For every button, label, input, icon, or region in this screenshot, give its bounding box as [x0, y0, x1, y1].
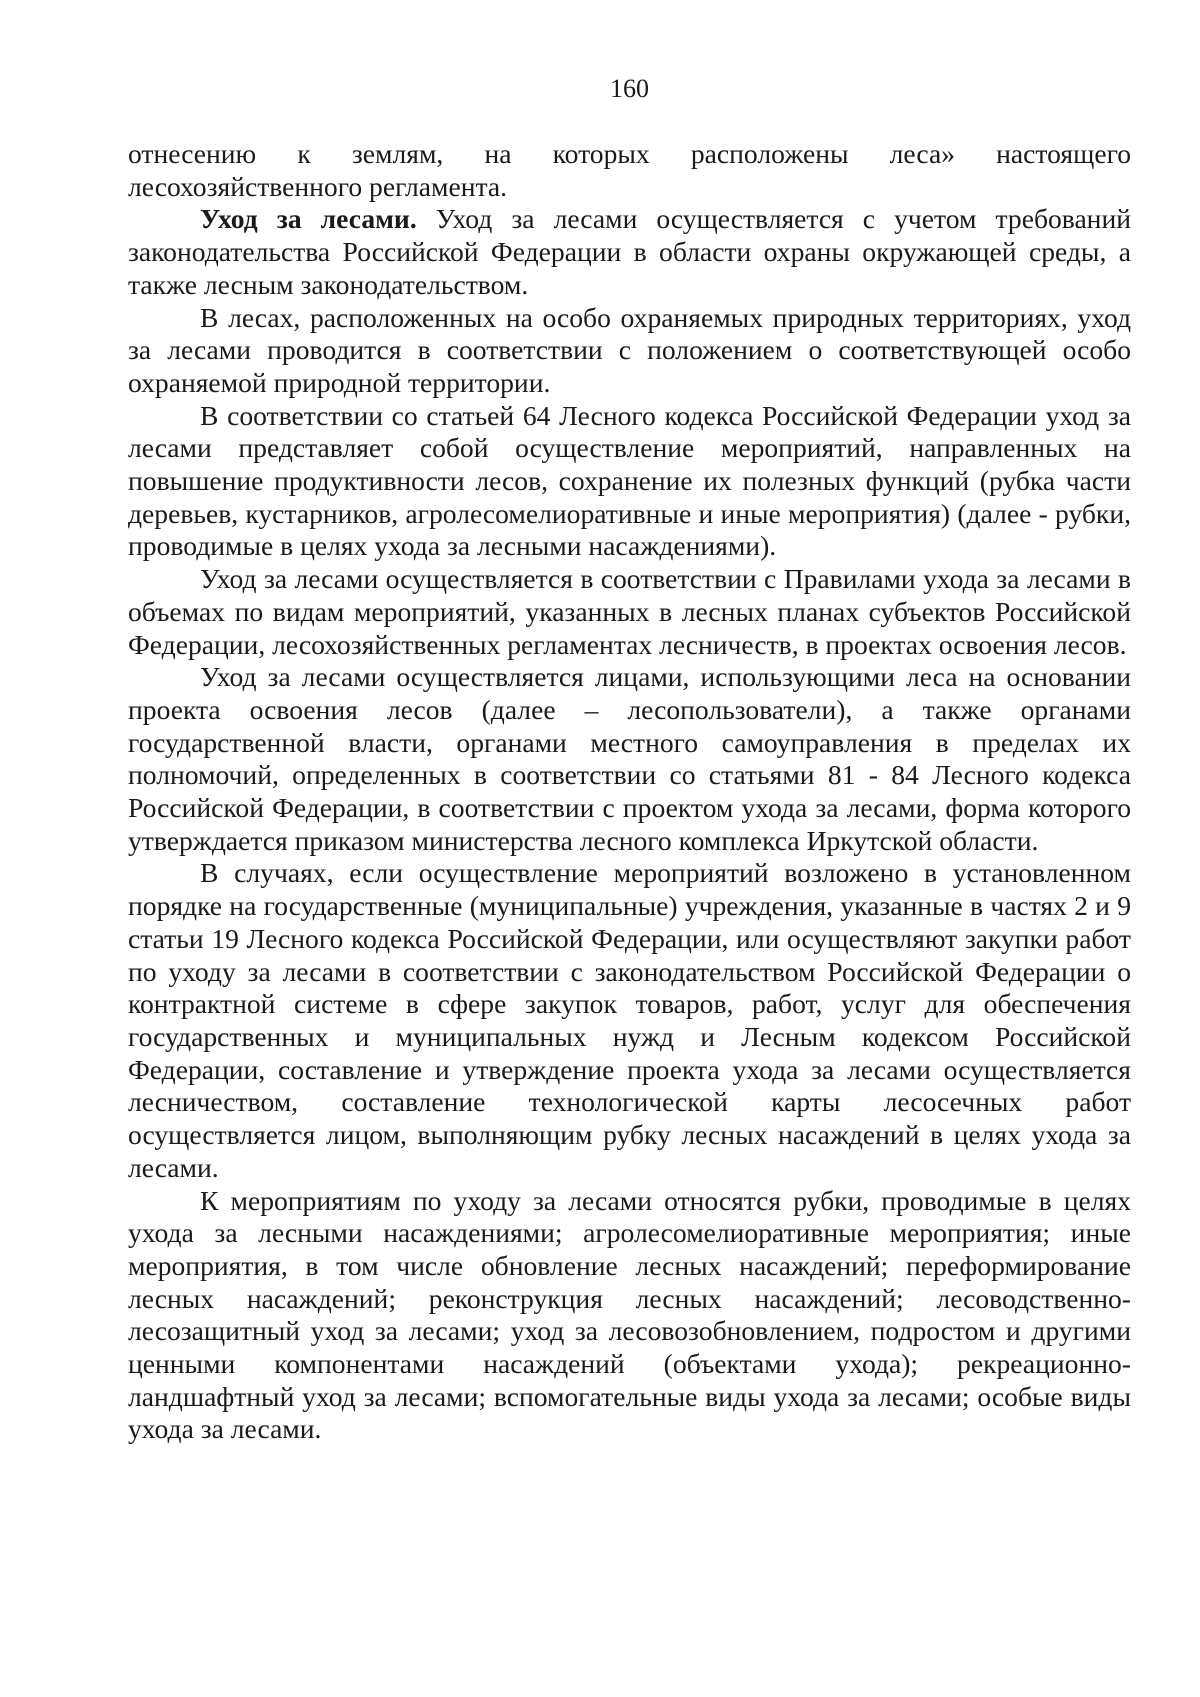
paragraph-text: Уход за лесами осуществляется в соответствии с Правилами ухода за лесами в объемах по видам мероприятий, указанных в лесных планах субъектов Российской Федерации, лесохозяйственных регламентах лесничеств, в проектах освоения лесов.: [128, 563, 1131, 660]
paragraph-text: Уход за лесами осуществляется с учетом требований законодательства Российской Федерации в области охраны окружающей среды, а также лесным законодательством.: [128, 203, 1131, 300]
paragraph-forest-care-heading: [128, 203, 1131, 301]
paragraph: [128, 563, 1131, 661]
paragraph: [128, 302, 1131, 400]
paragraph-continuation: [128, 138, 1131, 203]
paragraph: [128, 661, 1131, 857]
section-heading: Уход за лесами.: [200, 203, 417, 235]
document-body: [128, 138, 1131, 1446]
paragraph-text: В соответствии со статьей 64 Лесного кодекса Российской Федерации уход за лесами представляет собой осуществление мероприятий, направленных на повышение продуктивности лесов, сохранение их полезных функций (рубка части деревьев, кустарников, агролесомелиоративные и иные мероприятия) (далее - рубки, проводимые в целях ухода за лесными насаждениями).: [128, 399, 1131, 562]
paragraph-text: отнесению к землям, на которых расположены леса» настоящего лесохозяйственного регламента.: [128, 138, 1131, 202]
paragraph-text: В лесах, расположенных на особо охраняемых природных территориях, уход за лесами проводится в соответствии с положением о соответствующей особо охраняемой природной территории.: [128, 301, 1131, 398]
paragraph: [128, 1185, 1131, 1447]
paragraph-text: В случаях, если осуществление мероприятий возложено в установленном порядке на государственные (муниципальные) учреждения, указанные в частях 2 и 9 статьи 19 Лесного кодекса Российской Федерации, или осуществляют закупки работ по уходу за лесами в соответствии с законодательством Российской Федерации о контрактной системе в сфере закупок товаров, работ, услуг для обеспечения государственных и муниципальных нужд и Лесным кодексом Российской Федерации, составление и утверждение проекта ухода за лесами осуществляется лесничеством, составление технологической карты лесосечных работ осуществляется лицом, выполняющим рубку лесных насаждений в целях ухода за лесами.: [128, 857, 1131, 1183]
paragraph-text: Уход за лесами осуществляется лицами, использующими леса на основании проекта освоения лесов (далее – лесопользователи), а также органами государственной власти, органами местного самоуправления в пределах их полномочий, определенных в соответствии со статьями 81 - 84 Лесного кодекса Российской Федерации, в соответствии с проектом ухода за лесами, форма которого утверждается приказом министерства лесного комплекса Иркутской области.: [128, 661, 1131, 856]
page-number: 160: [610, 74, 649, 103]
paragraph: [128, 400, 1131, 564]
paragraph-text: К мероприятиям по уходу за лесами относятся рубки, проводимые в целях ухода за лесными насаждениями; агролесомелиоративные мероприятия; иные мероприятия, в том числе обновление лесных насаждений; переформирование лесных насаждений; реконструкция лесных насаждений; лесоводственно-лесозащитный уход за лесами; уход за лесовозобновлением, подростом и другими ценными компонентами насаждений (объектами ухода); рекреационно-ландшафтный уход за лесами; вспомогательные виды ухода за лесами; особые виды ухода за лесами.: [128, 1184, 1131, 1445]
paragraph: [128, 857, 1131, 1184]
